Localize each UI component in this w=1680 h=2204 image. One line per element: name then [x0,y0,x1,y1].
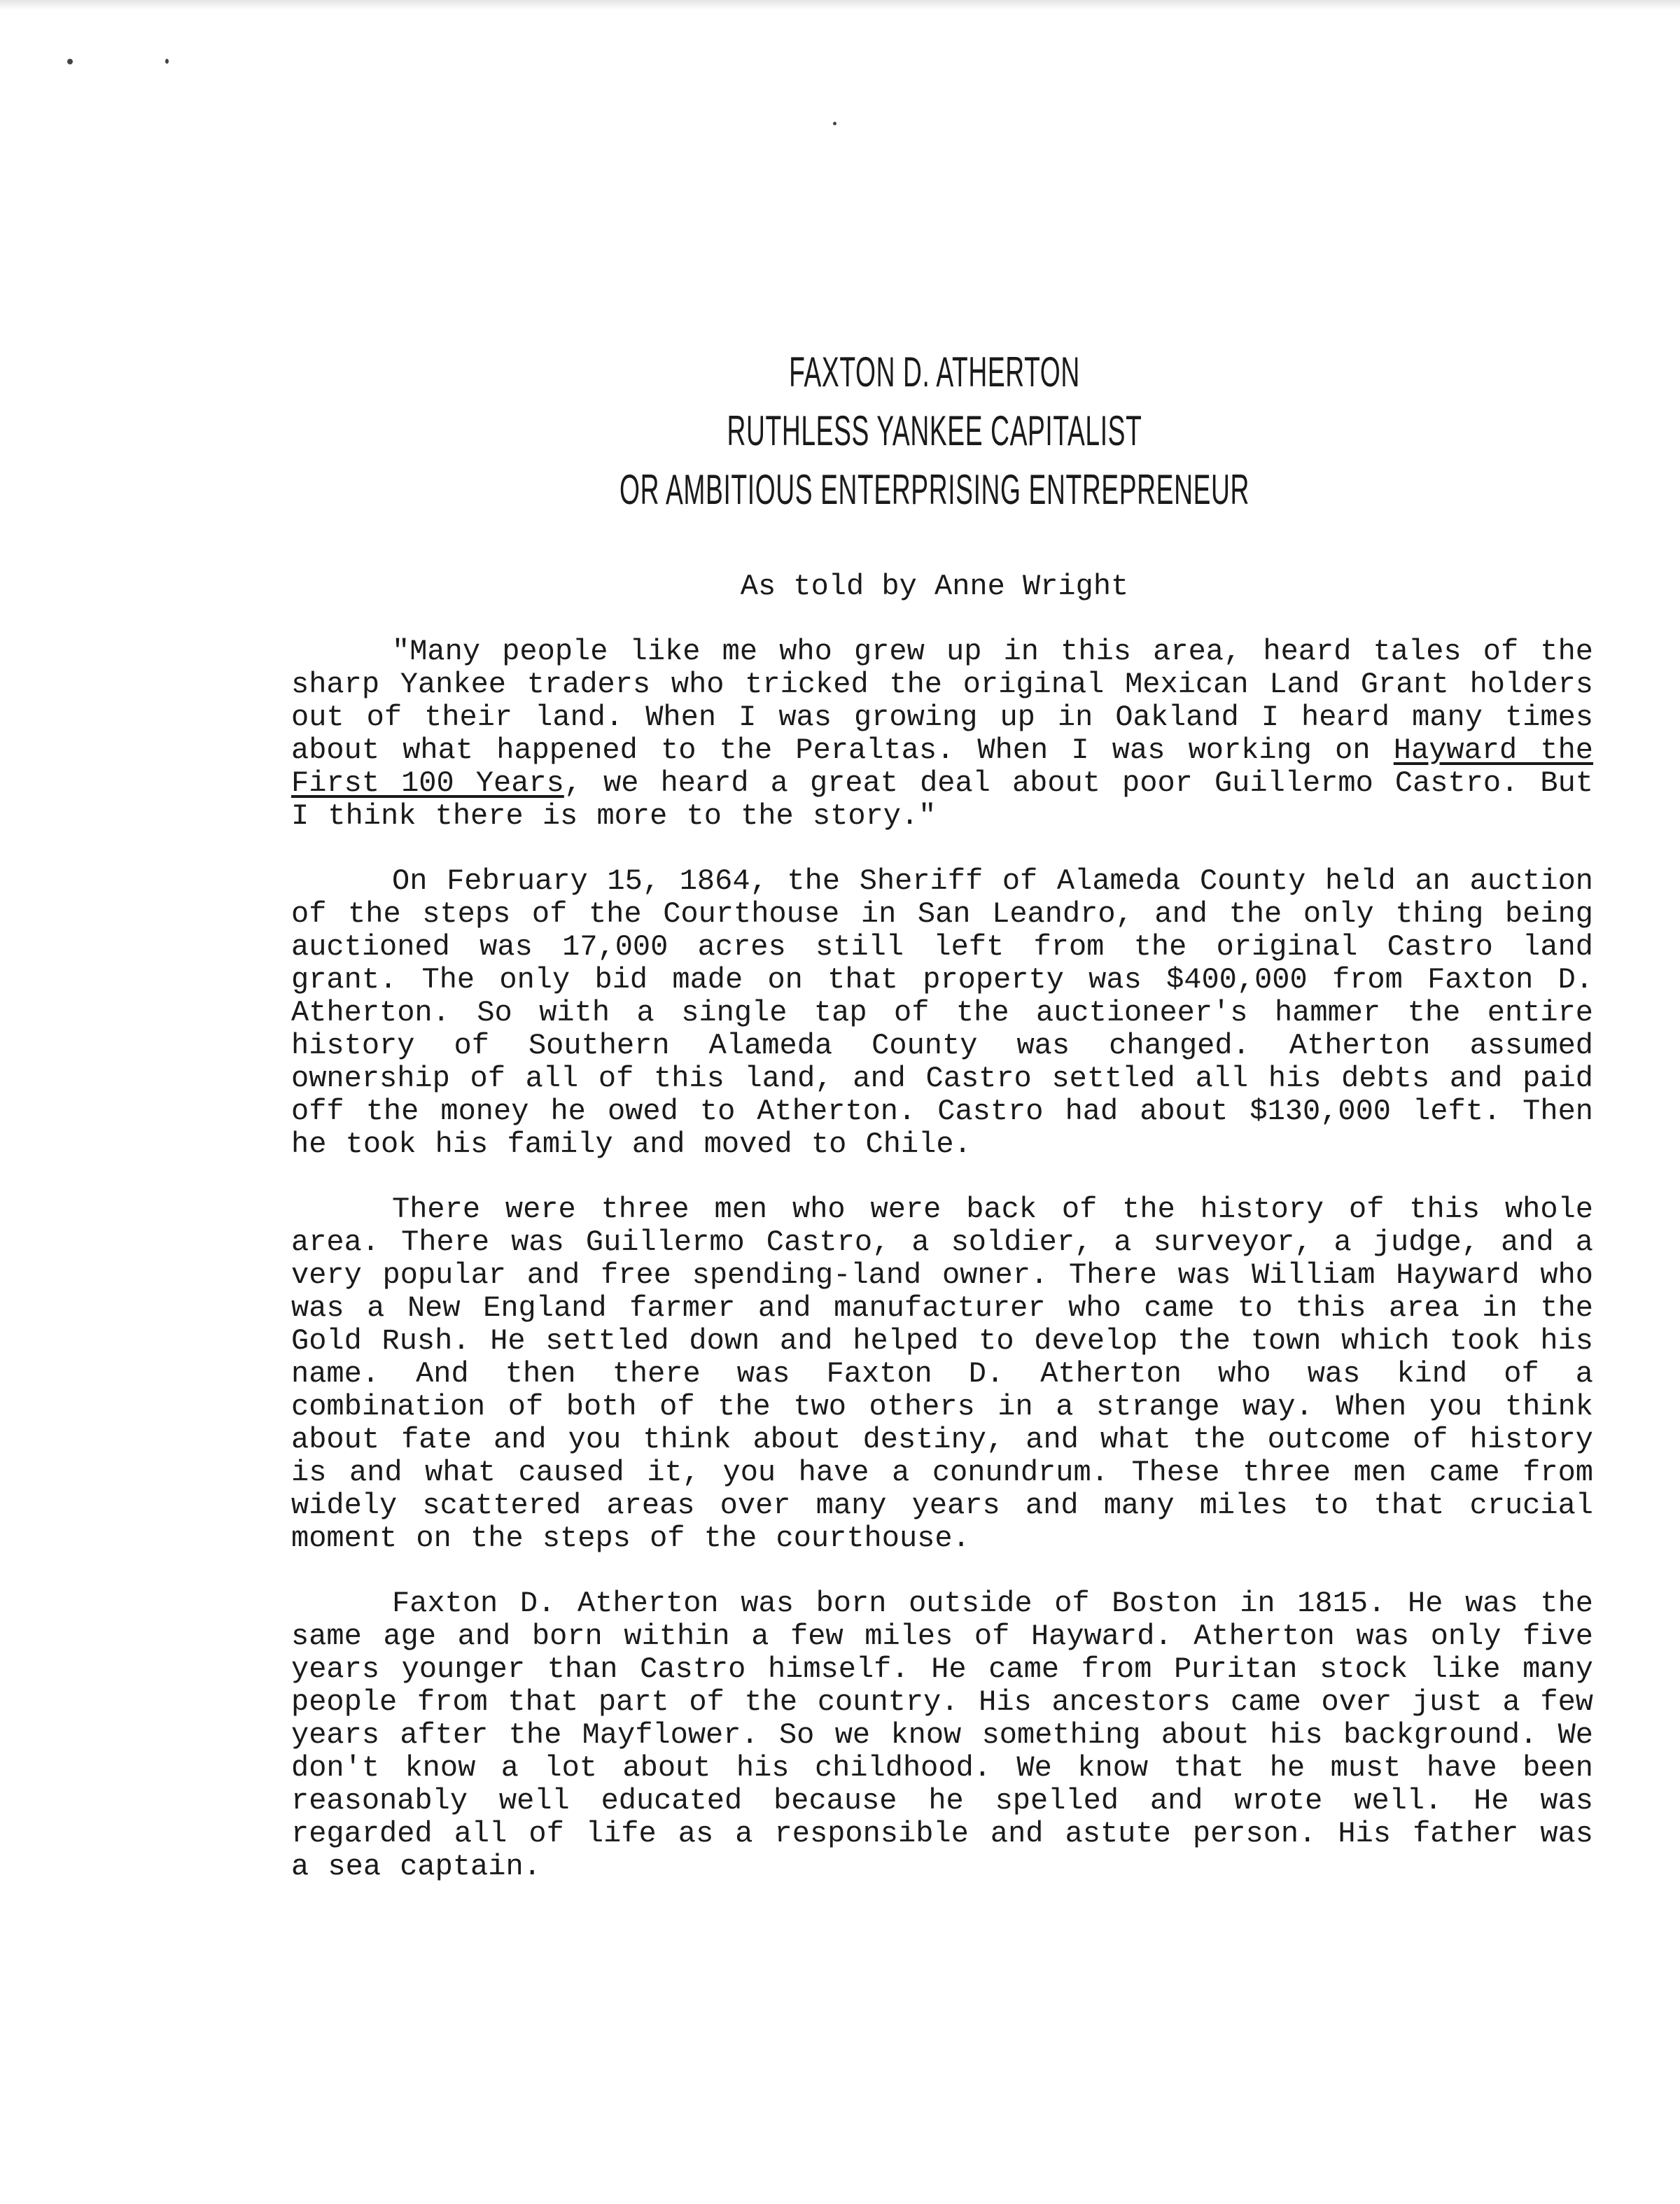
title-line-1: FAXTON D. ATHERTON [789,349,1080,395]
document-title [280,343,1589,519]
paragraph-4: Faxton D. Atherton was born outside of Boston in 1815. He was the same age and born within a few miles of Hayward. Atherton was only five years younger than Castro himself. He came from Puritan stock like many people from that part of the country. His ancestors came over just a few years after the Mayflower. So we know something about his background. We don't know a lot about his childhood. We know that he must have been reasonably well educated because he spelled and wrote well. He was regarded all of life as a responsible and astute person. His father was a sea captain. [291,1587,1593,1883]
document-body [291,636,1593,1883]
paragraph-1-text-start: "Many people like me who grew up in this area, heard tales of the sharp Yankee traders who tricked the original Mexican Land Grant holders out of their land. When I was growing up in Oakland I heard many times about what happened to the Peraltas. When I was working on [291,635,1593,767]
byline: As told by Anne Wright [740,570,1129,603]
paragraph-2: On February 15, 1864, the Sheriff of Alameda County held an auction of the steps of the Courthouse in San Leandro, and the only thing being auctioned was 17,000 acres still left from the original Castro land grant. The only bid made on that property was $400,000 from Faxton D. Atherton. So with a single tap of the auctioneer's hammer the entire history of Southern Alameda County was changed. Atherton assumed ownership of all of this land, and Castro settled all his debts and paid off the money he owed to Atherton. Castro had about $130,000 left. Then he took his family and moved to Chile. [291,864,1593,1161]
scan-edge [0,0,1680,10]
title-line-2: RUTHLESS YANKEE CAPITALIST [727,407,1142,454]
book-title-reference: Hayward the First 100 Years [291,734,1594,800]
paragraph-1-text-end: , we heard a great deal about poor Guillermo Castro. But I think there is more to the story." [291,766,1593,833]
paragraph-3: There were three men who were back of the history of this whole area. There was Guillermo Castro, a soldier, a surveyor, a judge, and a very popular and free spending-land owner. There was William Hayward who was a New England farmer and manufacturer who came to this area in the Gold Rush. He settled down and helped to develop the town which took his name. And then there was Faxton D. Atherton who was kind of a combination of both of the two others in a strange way. When you think about fate and you think about destiny, and what the outcome of history is and what caused it, you have a conundrum. These three men came from widely scattered areas over many years and many miles to that crucial moment on the steps of the courthouse. [291,1193,1593,1555]
paragraph-1 [291,636,1593,833]
scan-speck [833,122,836,125]
scan-speck [67,59,73,64]
title-line-3: OR AMBITIOUS ENTERPRISING ENTREPRENEUR [620,466,1250,513]
scan-speck [165,59,169,64]
